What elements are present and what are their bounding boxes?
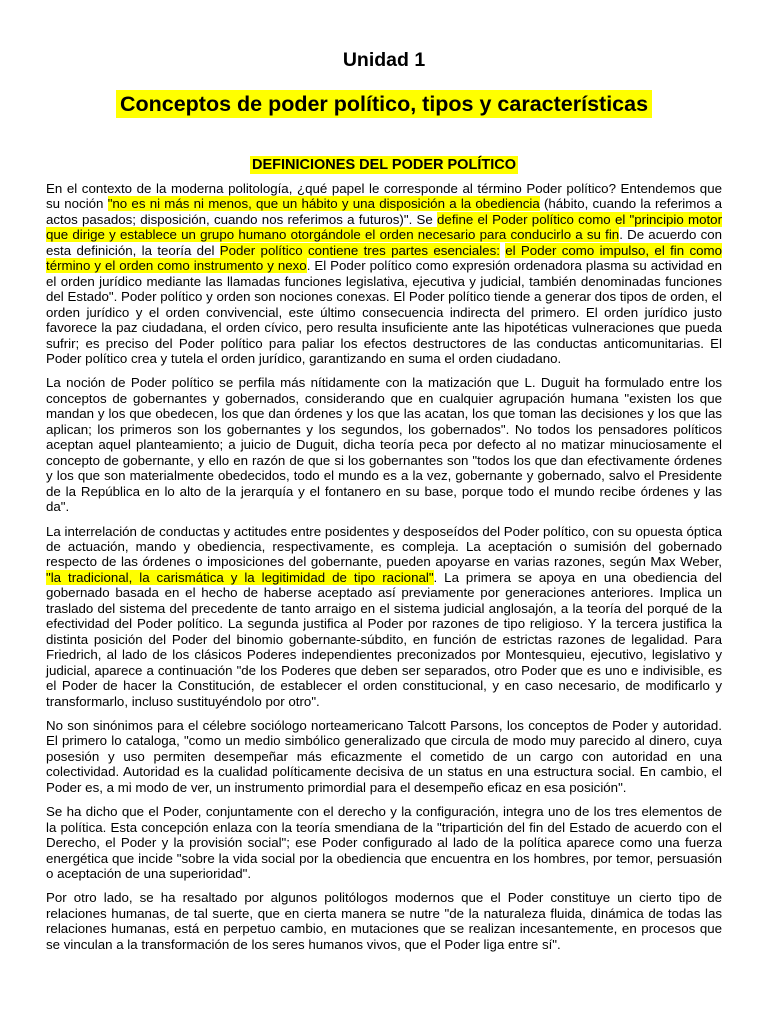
highlighted-text: Poder político contiene tres partes esenciales: — [219, 242, 500, 258]
paragraph — [46, 524, 722, 709]
paragraph — [46, 718, 722, 795]
main-title-container — [0, 90, 768, 118]
text-segment: En el contexto de la moderna politología, ¿qué papel le corresponde al término Poder político? Entendemos que su noción — [46, 181, 722, 212]
paragraph — [46, 804, 722, 881]
text-segment: No son sinónimos para el célebre sociólogo norteamericano Talcott Parsons, los conceptos de Poder y autoridad. El primero lo cataloga, "como un medio simbólico generalizado que circula de modo muy parecido al dinero, cuya posesión y uso permiten desempeñar más eficazmente el cometido de un cargo con autoridad en una colectividad. Autoridad es la cualidad políticamente decisiva de un status en una estructura social. En cambio, el Poder es, a mi modo de ver, un instrumento primordial para el desempeño eficaz en esa posición". — [46, 717, 722, 795]
highlighted-text: "no es ni más ni menos, que un hábito y una disposición a la obediencia — [107, 196, 540, 212]
text-segment: . De acuerdo con esta definición, la teoría del — [46, 227, 723, 258]
text-segment: (hábito, cuando la referimos a actos pasados; disposición, cuando nos referimos a futuros)". Se — [46, 196, 722, 227]
highlighted-text: el Poder como impulso, el fin como término y el orden como instrumento y nexo — [46, 242, 722, 274]
text-segment: Se ha dicho que el Poder, conjuntamente con el derecho y la configuración, integra uno de los tres elementos de la política. Esta concepción enlaza con la teoría smendiana de la "tripartición del fin del Estado de acuerdo con el Derecho, el Poder y la provisión social"; ese Poder configurado al lado de la política aparece como una fuerza energética que incide "sobre la vida social por la obediencia que encuentra en los hombres, por temor, persuasión o aceptación de una superioridad". — [46, 804, 722, 882]
document-body — [46, 181, 722, 961]
section-heading: DEFINICIONES DEL PODER POLÍTICO — [252, 157, 516, 173]
highlighted-text: define el Poder político como el "principio motor que dirige y establece un grupo humano otorgándole el orden necesario para conducirlo a su fin — [46, 211, 722, 243]
text-segment: La noción de Poder político se perfila más nítidamente con la matización que L. Duguit ha formulado entre los conceptos de gobernantes y gobernados, considerando que en cualquier agrupación humana "existen los que mandan y los que obedecen, los que dan órdenes y los que las acatan, los que toman las decisiones y los que las aplican; los primeros son los gobernantes y los segundos, los gobernados". No todos los pensadores políticos aceptan aquel planteamiento; a juicio de Duguit, dicha teoría peca por defecto al no matizar minuciosamente el concepto de gobernante, y ello en razón de que si los gobernantes son "todos los que dan efectivamente órdenes y los que son materialmente obedecidos, todo el mundo es a la vez, gobernante y gobernado, salvo el Presidente de la República en lo alto de la jerarquía y el fontanero en su base, porque todo el mundo recibe órdenes y las da". — [46, 375, 722, 515]
text-segment: . La primera se apoya en una obediencia del gobernado basada en el hecho de haberse aceptado así previamente por generaciones anteriores. Implica un traslado del sistema del precedente de tanto arraigo en el sistema judicial anglosajón, a la teoría del porqué de la efectividad del Poder político. La segunda justifica al Poder por razones de tipo religioso. Y la tercera justifica la distinta posición del Poder del binomio gobernante-súbdito, en función de estrictas razones de legalidad. Para Friedrich, al lado de los clásicos Poderes independientes preconizados por Montesquieu, ejecutivo, legislativo y judicial, aparece a continuación "de los Poderes que deben ser separados, otro Poder que es uno e indivisible, es el Poder de hacer la Constitución, de establecer el orden constitucional, y en caso necesario, de modificarlo y transformarlo, incluso sustituyéndolo por otro". — [46, 569, 722, 709]
main-title: Conceptos de poder político, tipos y características — [116, 90, 652, 118]
paragraph — [46, 890, 722, 952]
unit-title: Unidad 1 — [342, 49, 426, 71]
paragraph — [46, 375, 722, 514]
paragraph — [46, 181, 722, 366]
highlighted-text: "la tradicional, la carismática y la legitimidad de tipo racional" — [46, 569, 434, 585]
section-heading-container — [0, 156, 768, 174]
text-segment: . El Poder político como expresión ordenadora plasma su actividad en el orden jurídico mediante las llamadas funciones legislativa, ejecutiva y judicial, también denominadas funciones del Estado". Poder político y orden son nociones conexas. El Poder político tiende a generar dos tipos de orden, el orden jurídico y el orden convivencial, este último consecuencia indirecta del primero. El orden jurídico justo favorece la paz ciudadana, el orden cívico, pero resulta insuficiente ante las hipotéticas vulneraciones que pueda sufrir; es preciso del Poder político para paliar los efectos destructores de las conductas anticomunitarias. El Poder político crea y tutela el orden jurídico, garantizando en suma el orden ciudadano. — [46, 258, 722, 366]
text-segment: La interrelación de conductas y actitudes entre posidentes y desposeídos del Poder político, con su opuesta óptica de actuación, mando y obediencia, respectivamente, es compleja. La aceptación o sumisión del gobernado respecto de las órdenes o imposiciones del gobernante, pueden apoyarse en varias razones, según Max Weber, — [46, 523, 722, 570]
text-segment: Por otro lado, se ha resaltado por algunos politólogos modernos que el Poder constituye un cierto tipo de relaciones humanas, de tal suerte, que en cierta manera se nutre "de la naturaleza fluida, dinámica de todas las relaciones humanas, está en perpetuo cambio, en mutaciones que se realizan incesantemente, en procesos que se vinculan a la transformación de los seres humanos vivos, que el Poder liga entre sí". — [46, 890, 722, 952]
